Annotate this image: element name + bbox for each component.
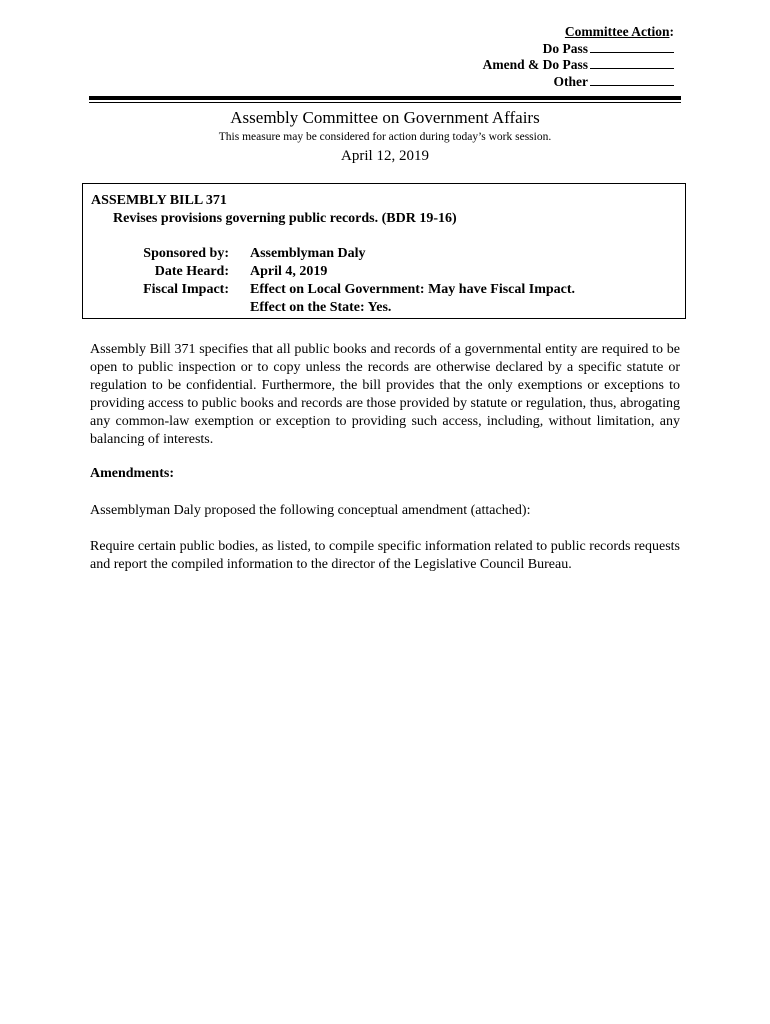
committee-action-block (483, 24, 674, 90)
date-heard-label: Date Heard: (154, 264, 229, 279)
sponsor-value: Assemblyman Daly (250, 246, 366, 261)
fiscal-local-value: Effect on Local Government: May have Fiscal Impact. (250, 282, 576, 297)
blank-line (590, 57, 674, 69)
amendments-heading: Amendments: (90, 466, 174, 481)
amendment-intro-paragraph: Assemblyman Daly proposed the following conceptual amendment (attached): (90, 503, 531, 518)
bill-summary-paragraph: Assembly Bill 371 specifies that all public books and records of a governmental entity are required to be open to public inspection or to copy unless the records are otherwise declared by a specific statute or regulation to be confidential. Furthermore, the bill provides that the only exemptions or exceptions to providing access to public books and records are those provided by statute or regulation, thus, abrogating any common-law exemption or exception to providing such access, including, without limitation, any balancing of interests. (90, 342, 680, 447)
header-rule-thin (89, 102, 681, 103)
date-heard-value: April 4, 2019 (250, 264, 328, 279)
bill-info-box (82, 183, 686, 319)
fiscal-state-value: Effect on the State: Yes. (250, 300, 392, 315)
bill-description: Revises provisions governing public records. (BDR 19-16) (113, 211, 457, 226)
fiscal-spacer (91, 299, 229, 317)
bill-number: ASSEMBLY BILL 371 (91, 193, 227, 208)
committee-action-heading: Committee Action: (564, 24, 674, 39)
sponsor-label: Sponsored by: (143, 246, 229, 261)
action-other: Other (483, 74, 674, 91)
fiscal-label: Fiscal Impact: (143, 282, 229, 297)
fiscal-row (91, 281, 575, 299)
action-do-pass: Do Pass (483, 41, 674, 58)
action-amend-do-pass: Amend & Do Pass (483, 57, 674, 74)
fiscal-state-row (91, 299, 575, 317)
committee-title: Assembly Committee on Government Affairs (230, 108, 540, 127)
blank-line (590, 74, 674, 86)
session-date: April 12, 2019 (341, 148, 429, 164)
bill-meta (91, 245, 575, 317)
header-rule-thick (89, 96, 681, 100)
date-heard-row (91, 263, 575, 281)
work-session-note: This measure may be considered for action during today’s work session. (218, 131, 552, 143)
sponsor-row (91, 245, 575, 263)
blank-line (590, 41, 674, 53)
amendment-detail-paragraph: Require certain public bodies, as listed, to compile specific information related to public records requests and report the compiled information to the director of the Legislative Council Bureau. (90, 539, 680, 572)
